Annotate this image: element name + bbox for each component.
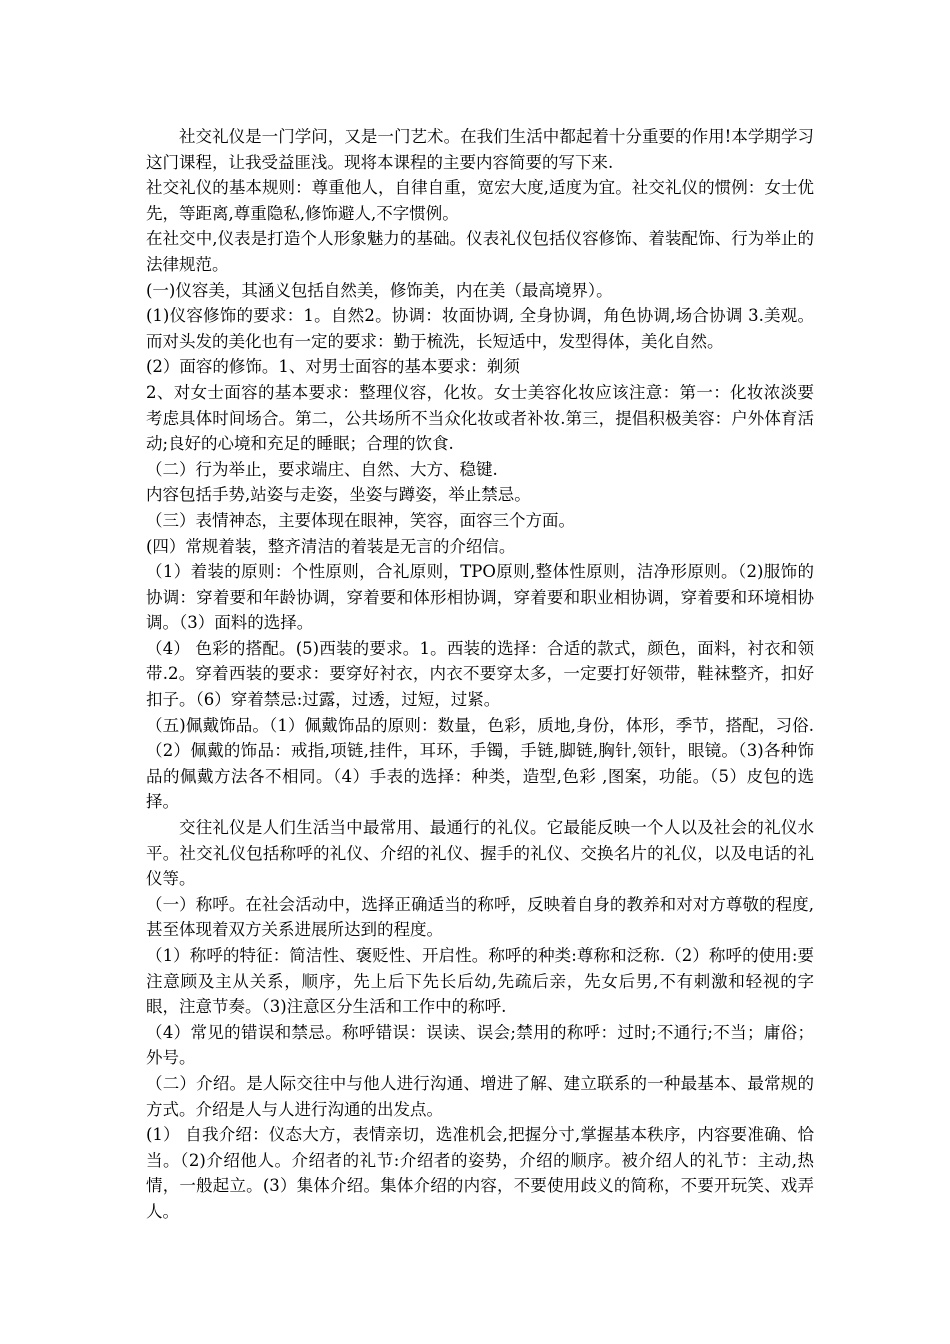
face-grooming-paragraph: (2）面容的修饰。1、对男士面容的基本要求：剃须	[146, 357, 520, 377]
introduction-types-paragraph: (1） 自我介绍：仪态大方，表情亲切，选准机会,把握分寸,掌握基本秩序，内容要准确、恰当。（2)介绍他人。介绍者的礼节:介绍者的姿势，介绍的顺序。被介绍人的礼节：主动,热情，一般起立。(3）集体介绍。集体介绍的内容，不要使用歧义的简称，不要开玩笑、戏弄人。	[146, 1125, 814, 1221]
section-heading-attire: (四）常规着装，整齐清洁的着装是无言的介绍信。	[146, 536, 516, 556]
behavior-content-paragraph: 内容包括手势,站姿与走姿，坐姿与蹲姿，举止禁忌。	[146, 485, 531, 505]
section-heading-appearance: (一)仪容美，其涵义包括自然美，修饰美，内在美（最高境界）。	[146, 280, 613, 300]
section-heading-behavior: （二）行为举止，要求端庄、自然、大方、稳键.	[146, 459, 498, 479]
attire-principles-paragraph: （1）着装的原则：个性原则，合礼原则，TPO原则,整体性原则，洁净形原则。（2)服饰的协调：穿着要和年龄协调，穿着要和体形相协调，穿着要和职业相协调，穿着要和环境相协调。（3）面料的选择。	[146, 562, 814, 633]
basic-rules-paragraph: 社交礼仪的基本规则：尊重他人，自律自重，宽宏大度,适度为宜。社交礼仪的惯例：女士优先，等距离,尊重隐私,修饰避人,不字惯例。	[146, 178, 814, 223]
section-heading-expression: （三）表情神态，主要体现在眼神，笑容，面容三个方面。	[146, 510, 575, 530]
accessories-paragraph: （五)佩戴饰品。（1）佩戴饰品的原则：数量，色彩，质地,身份，体形，季节，搭配，习俗.（2）佩戴的饰品：戒指,项链,挂件，耳环，手镯，手链,脚链,胸针,领针，眼镜。（3)各种饰品的佩戴方法各不相同。（4）手表的选择：种类，造型,色彩 ,图案，功能。（5）皮包的选择。	[146, 715, 814, 812]
section-heading-introduction: （二）介绍。是人际交往中与他人进行沟通、增进了解、建立联系的一种最基本、最常规的方式。介绍是人与人进行沟通的出发点。	[146, 1073, 814, 1119]
social-etiquette-intro-paragraph: 交往礼仪是人们生活当中最常用、最通行的礼仪。它最能反映一个人以及社会的礼仪水平。社交礼仪包括称呼的礼仪、介绍的礼仪、握手的礼仪、交换名片的礼仪，以及电话的礼仪等。	[146, 818, 814, 889]
section-heading-address: （一）称呼。在社会活动中，选择正确适当的称呼，反映着自身的教养和对对方尊敬的程度,甚至体现着双方关系进展所达到的程度。	[146, 894, 814, 940]
grooming-requirements-paragraph: (1)仪容修饰的要求：1。自然2。协调：妆面协调, 全身协调，角色协调,场合协调 3.美观。而对头发的美化也有一定的要求：勤于梳洗，长短适中，发型得体，美化自然。	[146, 306, 814, 351]
address-taboos-paragraph: （4）常见的错误和禁忌。称呼错误：误读、误会;禁用的称呼：过时;不通行;不当；庸俗；外号。	[146, 1022, 814, 1068]
document-body	[146, 124, 814, 1225]
appearance-intro-paragraph: 在社交中,仪表是打造个人形象魅力的基础。仪表礼仪包括仪容修饰、着装配饰、行为举止的法律规范。	[146, 229, 814, 274]
intro-paragraph: 社交礼仪是一门学问，又是一门艺术。在我们生活中都起着十分重要的作用!本学期学习这门课程，让我受益匪浅。现将本课程的主要内容简要的写下来.	[146, 127, 814, 172]
color-suit-paragraph: （4） 色彩的搭配。(5)西装的要求。1。西装的选择：合适的款式，颜色，面料，衬衣和领带.2。穿着西装的要求：要穿好衬衣，内衣不要穿太多，一定要打好领带，鞋袜整齐，扣好扣子。（6）穿着禁忌:过露，过透，过短，过紧。	[146, 638, 814, 710]
women-makeup-paragraph: 2、对女士面容的基本要求：整理仪容，化妆。女士美容化妆应该注意：第一：化妆浓淡要考虑具体时间场合。第二，公共场所不当众化妆或者补妆.第三，提倡积极美容：户外体育活动;良好的心境和充足的睡眠；合理的饮食.	[146, 382, 814, 454]
address-usage-paragraph: （1）称呼的特征：简洁性、褒贬性、开启性。称呼的种类:尊称和泛称.（2）称呼的使用:要注意顾及主从关系，顺序，先上后下先长后幼,先疏后亲，先女后男,不有刺激和轻视的字眼，注意节奏。（3)注意区分生活和工作中的称呼.	[146, 946, 814, 1017]
